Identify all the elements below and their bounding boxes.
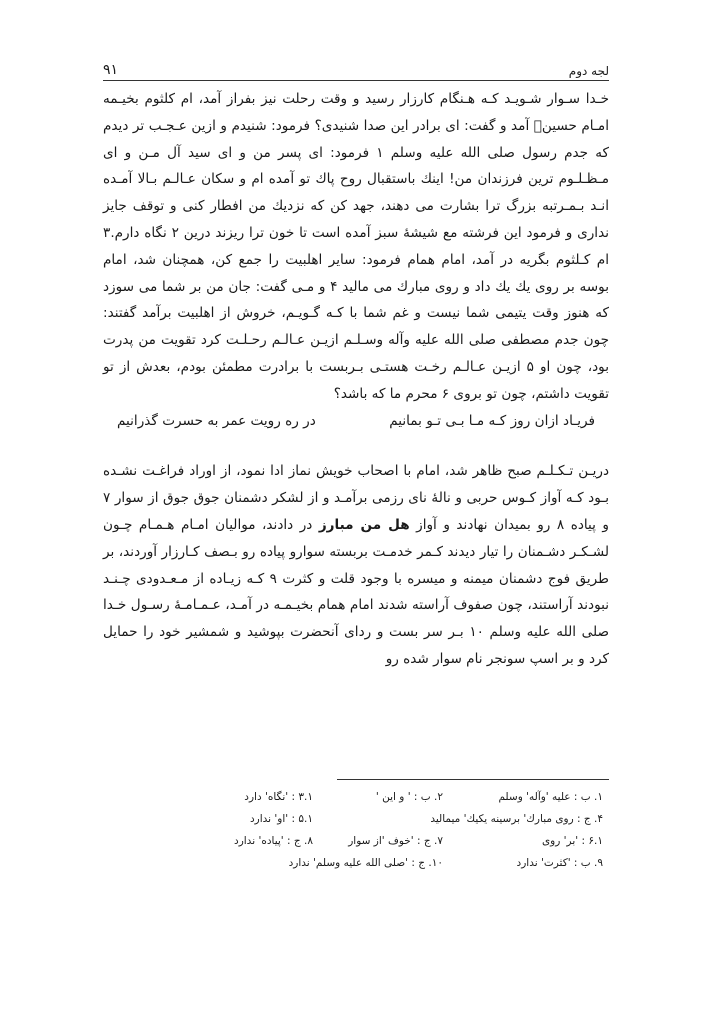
footnote-row <box>180 852 603 874</box>
footnote: ۳.۱ : 'نگاه' دارد <box>244 791 313 803</box>
paragraph-2-bold-phrase: هل من مبارز <box>318 516 410 533</box>
verse-couplet <box>103 408 609 435</box>
paragraph-2 <box>103 458 609 672</box>
paragraph-2-part-b: در دادند، موالیان امـام هـمـام چـون لشـکـر دشـمنان را تیار دیدند کـمر خدمـت بربسته سوارو پیاده رو بـصف کـارزار آوردند، بر طریق فوج دشمنان میمنه و میسره با وجود قلت و کثرت ۹ کـه زیـاده از مـعـدودی چـنـد نبودند آراستند، چون صفوف آراسته شدند امام همام بخیـمـه در آمـد، عـمـامـهٔ رسـول خـدا صلی الله علیه وسلم ۱۰ بـر سر بست و ردای آنحضرت بپوشید و شمشیر خود را حمایل کرد و بر اسپ سونجر نام سوار شده رو <box>103 516 610 667</box>
paragraph-1: خـدا سـوار شـویـد کـه هـنگام کارزار رسید و وقت رحلت نیز بفراز آمد، ام کلثوم بخیـمه امـام حسینؑ آمد و گفت: ای برادر این صدا شنیدی؟ فرمود: شنیدم و ازین عـجـب تر دیدم که جدم رسول صلی الله علیه وسلم ۱ فرمود: ای پسر من و ای سید آل مـن و ای مـظـلـوم ترین فرزندان من! اینك باستقبال روح پاك تو آمده ام و سکان عـالـم بـالا آمـده انـد بـمـرتبه بزرگ ترا بشارت می دهند، جهد کن که نزدیك من افطار کنی و توقف جایز نداری و فرمود این فرشته مع شیشهٔ سبز آمده است تا خون ترا ریزند درین ۲ نگاه دارم.۳ ام کـلثوم بگریه در آمد، امام همام فرمود: سایر اهلبیت را جمع کن، همچنان شد، امام بوسه بر روی یك یك داد و روی مبارك می مالید ۴ و مـی گفت: جان من بر شما می سوزد که هنوز وقت یتیمی شما نیست و غم شما با کـه گـویـم، خروش از اهلبیت برآمد گفتند: چون جدم مصطفی صلی الله علیه وآله وسـلـم ازیـن عـالـم رحـلـت کرد تقویت من پدرت بود، چون او ۵ ازیـن عـالـم رخـت هستـی بـربست با برادرت مطمئن بودم، بعدش از تو تقویت داشتم، چون تو بروی ۶ محرم ما که باشد؟ <box>103 91 610 402</box>
footnote-row <box>180 808 603 830</box>
footnote: ۸. ج : 'پیاده' ندارد <box>234 835 313 847</box>
footnotes <box>180 786 603 874</box>
footnote-row <box>180 830 603 852</box>
paragraph-2-part-a: دریـن تـکـلـم صبح ظاهر شد، امام با اصحاب خویش نماز ادا نمود، از اوراد فراغـت نشـده بـود کـه آواز کـوس حربی و نالهٔ نای رزمی برآمـد و از لشکر دشمنان جوق جوق از سوار ۷ و پیاده ۸ رو بمیدان نهادند و آواز <box>103 463 609 533</box>
footnote: ۹. ب : 'کثرت' ندارد <box>516 857 603 869</box>
paragraph-gap <box>103 434 609 458</box>
footnote: ۵.۱ : 'او' ندارد <box>249 813 313 825</box>
page-header <box>103 52 609 78</box>
footnote: ۶.۱ : 'بر' روی <box>541 835 603 847</box>
page-number: ۹۱ <box>103 62 119 78</box>
footnote: ۱۰. ج : 'صلی الله علیه وسلم' ندارد <box>288 857 443 869</box>
footnote: ۲. ب : ' و این ' <box>375 791 443 803</box>
footnote-rule <box>337 779 609 780</box>
running-title: لجه دوم <box>568 64 609 78</box>
verse-hemistich-left: در ره رویت عمر به حسرت گذرانیم <box>117 412 316 429</box>
footnote: ۱. ب : علیه 'وآله' وسلم <box>498 791 603 803</box>
footnote: ۷. ج : 'خوف 'از سوار <box>348 835 443 847</box>
footnote-row <box>180 786 603 808</box>
verse-hemistich-right: فریـاد ازان روز کـه مـا بـی تـو بمانیم <box>389 412 595 429</box>
footnote: ۴. ج : روی مبارك' برسینه یکیك' میمالید <box>430 813 603 825</box>
header-rule <box>103 80 609 81</box>
main-text <box>103 86 609 673</box>
